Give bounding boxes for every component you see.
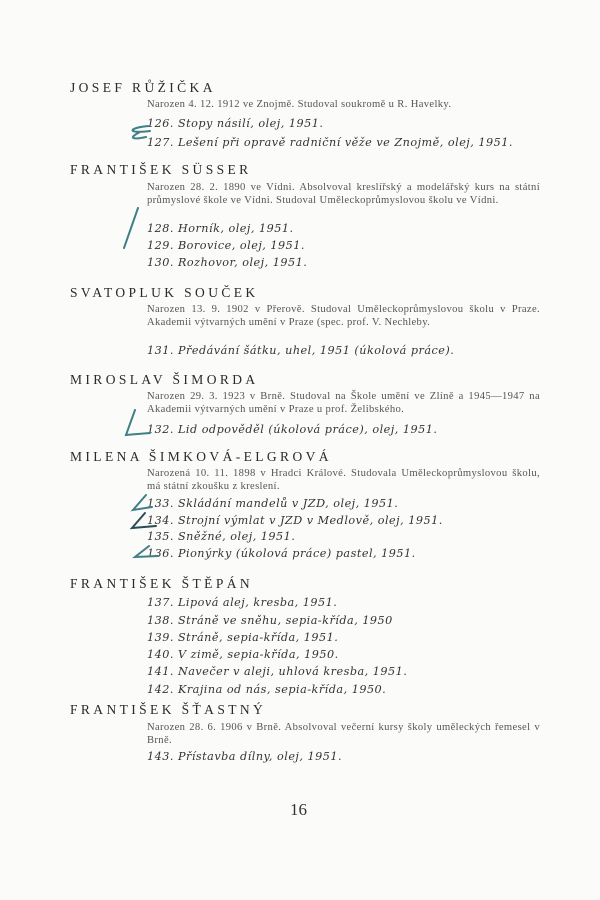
artist-bio: Narozen 28. 2. 1890 ve Vídni. Absolvoval kreslířský a modelářský kurs na státní průmyslové škole ve Vídni. Studoval Uměleckoprůmyslovou školu ve Vídni. xyxy=(147,182,540,206)
work-item: 130. Rozhovor, olej, 1951. xyxy=(147,256,308,269)
work-item: 133. Skládání mandelů v JZD, olej, 1951. xyxy=(147,497,399,510)
artist-bio: Narozen 4. 12. 1912 ve Znojmě. Studoval soukromě u R. Havelky. xyxy=(147,99,452,110)
artist-name: FRANTIŠEK SÜSSER xyxy=(70,162,252,177)
work-item: 129. Borovice, olej, 1951. xyxy=(147,239,305,252)
work-item: 131. Předávání šátku, uhel, 1951 (úkolová práce). xyxy=(147,344,455,357)
work-item: 143. Přístavba dílny, olej, 1951. xyxy=(147,750,343,763)
artist-name: FRANTIŠEK ŠTĚPÁN xyxy=(70,576,254,591)
artist-bio: Narozen 29. 3. 1923 v Brně. Studoval na Škole umění ve Zlíně a 1945—1947 na Akademii výtvarných umění v Praze u prof. Želibského. xyxy=(147,391,540,415)
work-item: 140. V zimě, sepia-křída, 1950. xyxy=(147,648,339,661)
work-item: 142. Krajina od nás, sepia-křída, 1950. xyxy=(147,683,387,696)
page-number: 16 xyxy=(290,800,307,819)
work-item: 138. Stráně ve sněhu, sepia-křída, 1950 xyxy=(147,614,393,627)
work-item: 128. Horník, olej, 1951. xyxy=(147,222,294,235)
artist-name: MIROSLAV ŠIMORDA xyxy=(70,372,259,387)
work-item: 137. Lipová alej, kresba, 1951. xyxy=(147,596,338,609)
work-item: 126. Stopy násilí, olej, 1951. xyxy=(147,117,324,130)
work-item: 134. Strojní výmlat v JZD v Medlově, olej, 1951. xyxy=(147,514,443,527)
artist-name: FRANTIŠEK ŠŤASTNÝ xyxy=(70,702,267,717)
artist-bio: Narozen 28. 6. 1906 v Brně. Absolvoval večerní kursy školy uměleckých řemesel v Brně. xyxy=(147,722,540,746)
work-item: 139. Stráně, sepia-křída, 1951. xyxy=(147,631,339,644)
artist-bio: Narozená 10. 11. 1898 v Hradci Králové. Studovala Uměleckoprůmyslovou školu, má státní zkoušku z kreslení. xyxy=(147,468,540,492)
work-item: 141. Navečer v aleji, uhlová kresba, 1951. xyxy=(147,665,408,678)
work-item: 135. Sněžné, olej, 1951. xyxy=(147,530,296,543)
artist-name: SVATOPLUK SOUČEK xyxy=(70,285,259,300)
artist-name: JOSEF RŮŽIČKA xyxy=(70,80,216,95)
artist-bio: Narozen 13. 9. 1902 v Přerově. Studoval Uměleckoprůmyslovou školu v Praze. Akademii výtvarných umění v Praze (spec. prof. V. Nechleby. xyxy=(147,304,540,328)
artist-name: MILENA ŠIMKOVÁ-ELGROVÁ xyxy=(70,449,332,464)
work-item: 136. Pionýrky (úkolová práce) pastel, 1951. xyxy=(147,547,416,560)
work-item: 127. Lešení při opravě radniční věže ve Znojmě, olej, 1951. xyxy=(147,136,513,149)
work-item: 132. Lid odpověděl (úkolová práce), olej, 1951. xyxy=(147,423,438,436)
